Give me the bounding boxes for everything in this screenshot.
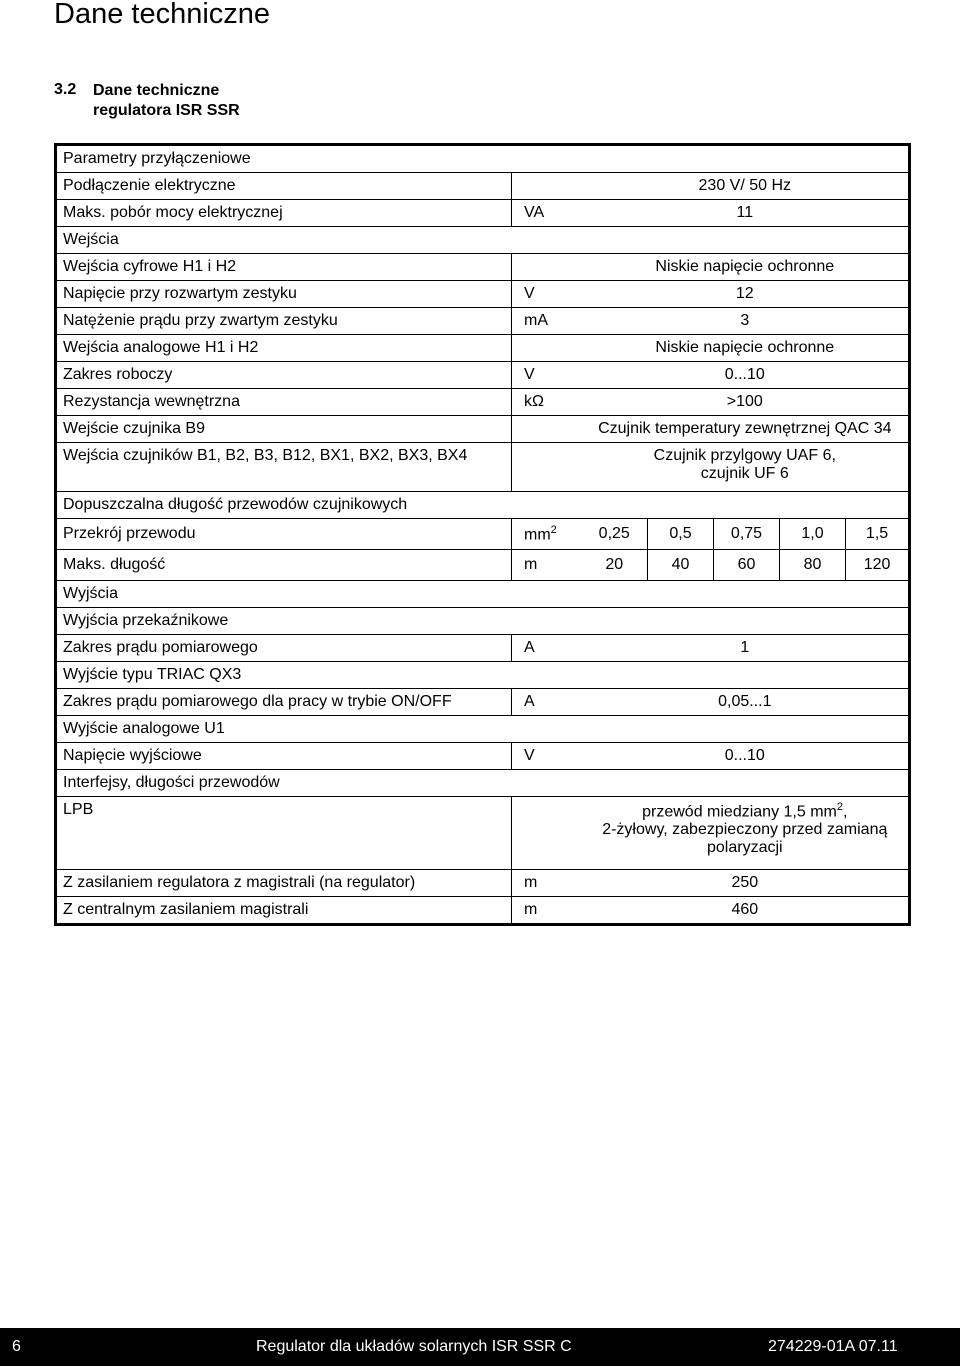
table-row (56, 581, 910, 608)
row-unit: A (512, 635, 582, 662)
row-unit: m (512, 550, 582, 581)
table-row (56, 443, 910, 492)
row-label: Rezystancja wewnętrzna (56, 389, 512, 416)
page-footer (0, 1328, 960, 1366)
table-row (56, 662, 910, 689)
row-label: Z zasilaniem regulatora z magistrali (na regulator) (56, 870, 512, 897)
row-unit (512, 254, 582, 281)
row-unit (512, 797, 582, 870)
table-row (56, 492, 910, 519)
table-row (56, 716, 910, 743)
row-value-line1: Czujnik przylgowy UAF 6, (653, 447, 836, 464)
row-value: Niskie napięcie ochronne (582, 335, 910, 362)
row-label: Maks. pobór mocy elektrycznej (56, 200, 512, 227)
cross-section-value: 0,75 (714, 519, 780, 550)
row-unit: V (512, 281, 582, 308)
row-label: Zakres roboczy (56, 362, 512, 389)
table-row (56, 770, 910, 797)
row-label: Napięcie wyjściowe (56, 743, 512, 770)
row-value: 0,05...1 (582, 689, 910, 716)
row-unit (512, 443, 582, 492)
table-row (56, 145, 910, 173)
row-value-line1 (582, 801, 909, 821)
table-row (56, 689, 910, 716)
row-value: Czujnik temperatury zewnętrznej QAC 34 (582, 416, 910, 443)
row-value: Niskie napięcie ochronne (582, 254, 910, 281)
row-label: Wejścia cyfrowe H1 i H2 (56, 254, 512, 281)
row-label: Wyjścia (56, 581, 910, 608)
table-row (56, 281, 910, 308)
row-unit: V (512, 362, 582, 389)
row-unit (512, 173, 582, 200)
section-title-line2: regulatora ISR SSR (93, 102, 240, 119)
row-unit: A (512, 689, 582, 716)
row-label: Wejścia (56, 227, 910, 254)
row-label: Z centralnym zasilaniem magistrali (56, 897, 512, 925)
row-value: >100 (582, 389, 910, 416)
section-title-line1: Dane techniczne (93, 82, 220, 99)
row-unit: m (512, 870, 582, 897)
row-label: Napięcie przy rozwartym zestyku (56, 281, 512, 308)
row-label: Wejścia analogowe H1 i H2 (56, 335, 512, 362)
max-length-value: 40 (648, 550, 714, 581)
section-number: 3.2 (54, 81, 77, 98)
unit-sup: 2 (550, 523, 557, 536)
row-label: LPB (56, 797, 512, 870)
row-value (582, 797, 910, 870)
table-row (56, 550, 910, 581)
table-row (56, 870, 910, 897)
row-value (582, 443, 910, 492)
row-value: 3 (582, 308, 910, 335)
table-row (56, 362, 910, 389)
row-value-line3: polaryzacji (706, 839, 783, 857)
row-unit: mA (512, 308, 582, 335)
row-value: 250 (582, 870, 910, 897)
lpb-text-a: przewód miedziany 1,5 mm (642, 803, 837, 821)
footer-page-number: 6 (12, 1338, 21, 1355)
row-label: Wejście czujnika B9 (56, 416, 512, 443)
cross-section-value: 0,5 (648, 519, 714, 550)
row-value-line2: czujnik UF 6 (700, 465, 789, 482)
page-title: Dane techniczne (54, 0, 271, 30)
table-row (56, 635, 910, 662)
row-label: Dopuszczalna długość przewodów czujnikowych (56, 492, 910, 519)
row-label: Wejścia czujników B1, B2, B3, B12, BX1, BX2, BX3, BX4 (56, 443, 512, 492)
row-value: 0...10 (582, 362, 910, 389)
row-unit: V (512, 743, 582, 770)
row-label: Wyjście analogowe U1 (56, 716, 910, 743)
row-label: Natężenie prądu przy zwartym zestyku (56, 308, 512, 335)
row-unit (512, 335, 582, 362)
cross-section-value: 0,25 (582, 519, 648, 550)
row-label: Parametry przyłączeniowe (56, 145, 910, 173)
table-row (56, 227, 910, 254)
table-row (56, 308, 910, 335)
row-value: 0...10 (582, 743, 910, 770)
footer-code: 274229-01A 07.11 (768, 1338, 898, 1355)
footer-title: Regulator dla układów solarnych ISR SSR C (256, 1338, 572, 1355)
row-value: 12 (582, 281, 910, 308)
max-length-value: 20 (582, 550, 648, 581)
row-unit: kΩ (512, 389, 582, 416)
lpb-text-b: , (843, 803, 848, 821)
table-row (56, 743, 910, 770)
row-label: Maks. długość (56, 550, 512, 581)
lpb-sup: 2 (836, 801, 843, 813)
row-value: 230 V/ 50 Hz (582, 173, 910, 200)
max-length-value: 80 (780, 550, 846, 581)
row-label: Interfejsy, długości przewodów (56, 770, 910, 797)
table-row (56, 335, 910, 362)
row-label: Wyjście typu TRIAC QX3 (56, 662, 910, 689)
section-title (93, 81, 240, 121)
row-label: Przekrój przewodu (56, 519, 512, 550)
row-value: 1 (582, 635, 910, 662)
table-row (56, 200, 910, 227)
row-label: Zakres prądu pomiarowego dla pracy w trybie ON/OFF (56, 689, 512, 716)
max-length-value: 60 (714, 550, 780, 581)
spec-table (54, 143, 911, 926)
row-unit: m (524, 901, 538, 918)
row-label: Podłączenie elektryczne (56, 173, 512, 200)
table-row (56, 897, 910, 925)
table-row (56, 608, 910, 635)
table-row (56, 416, 910, 443)
unit-mm: mm (524, 526, 551, 544)
row-unit: VA (512, 200, 582, 227)
row-value: 460 (731, 901, 759, 918)
row-unit (512, 519, 582, 550)
table-row (56, 797, 910, 870)
table-row (56, 173, 910, 200)
max-length-value: 120 (846, 550, 910, 581)
table-row (56, 389, 910, 416)
row-value: 11 (582, 200, 910, 227)
table-row (56, 254, 910, 281)
table-row (56, 519, 910, 550)
row-label: Zakres prądu pomiarowego (56, 635, 512, 662)
row-label: Wyjścia przekaźnikowe (56, 608, 910, 635)
row-value-line2: 2-żyłowy, zabezpieczony przed zamianą (602, 821, 888, 839)
row-unit (512, 416, 582, 443)
cross-section-value: 1,5 (846, 519, 910, 550)
cross-section-value: 1,0 (780, 519, 846, 550)
